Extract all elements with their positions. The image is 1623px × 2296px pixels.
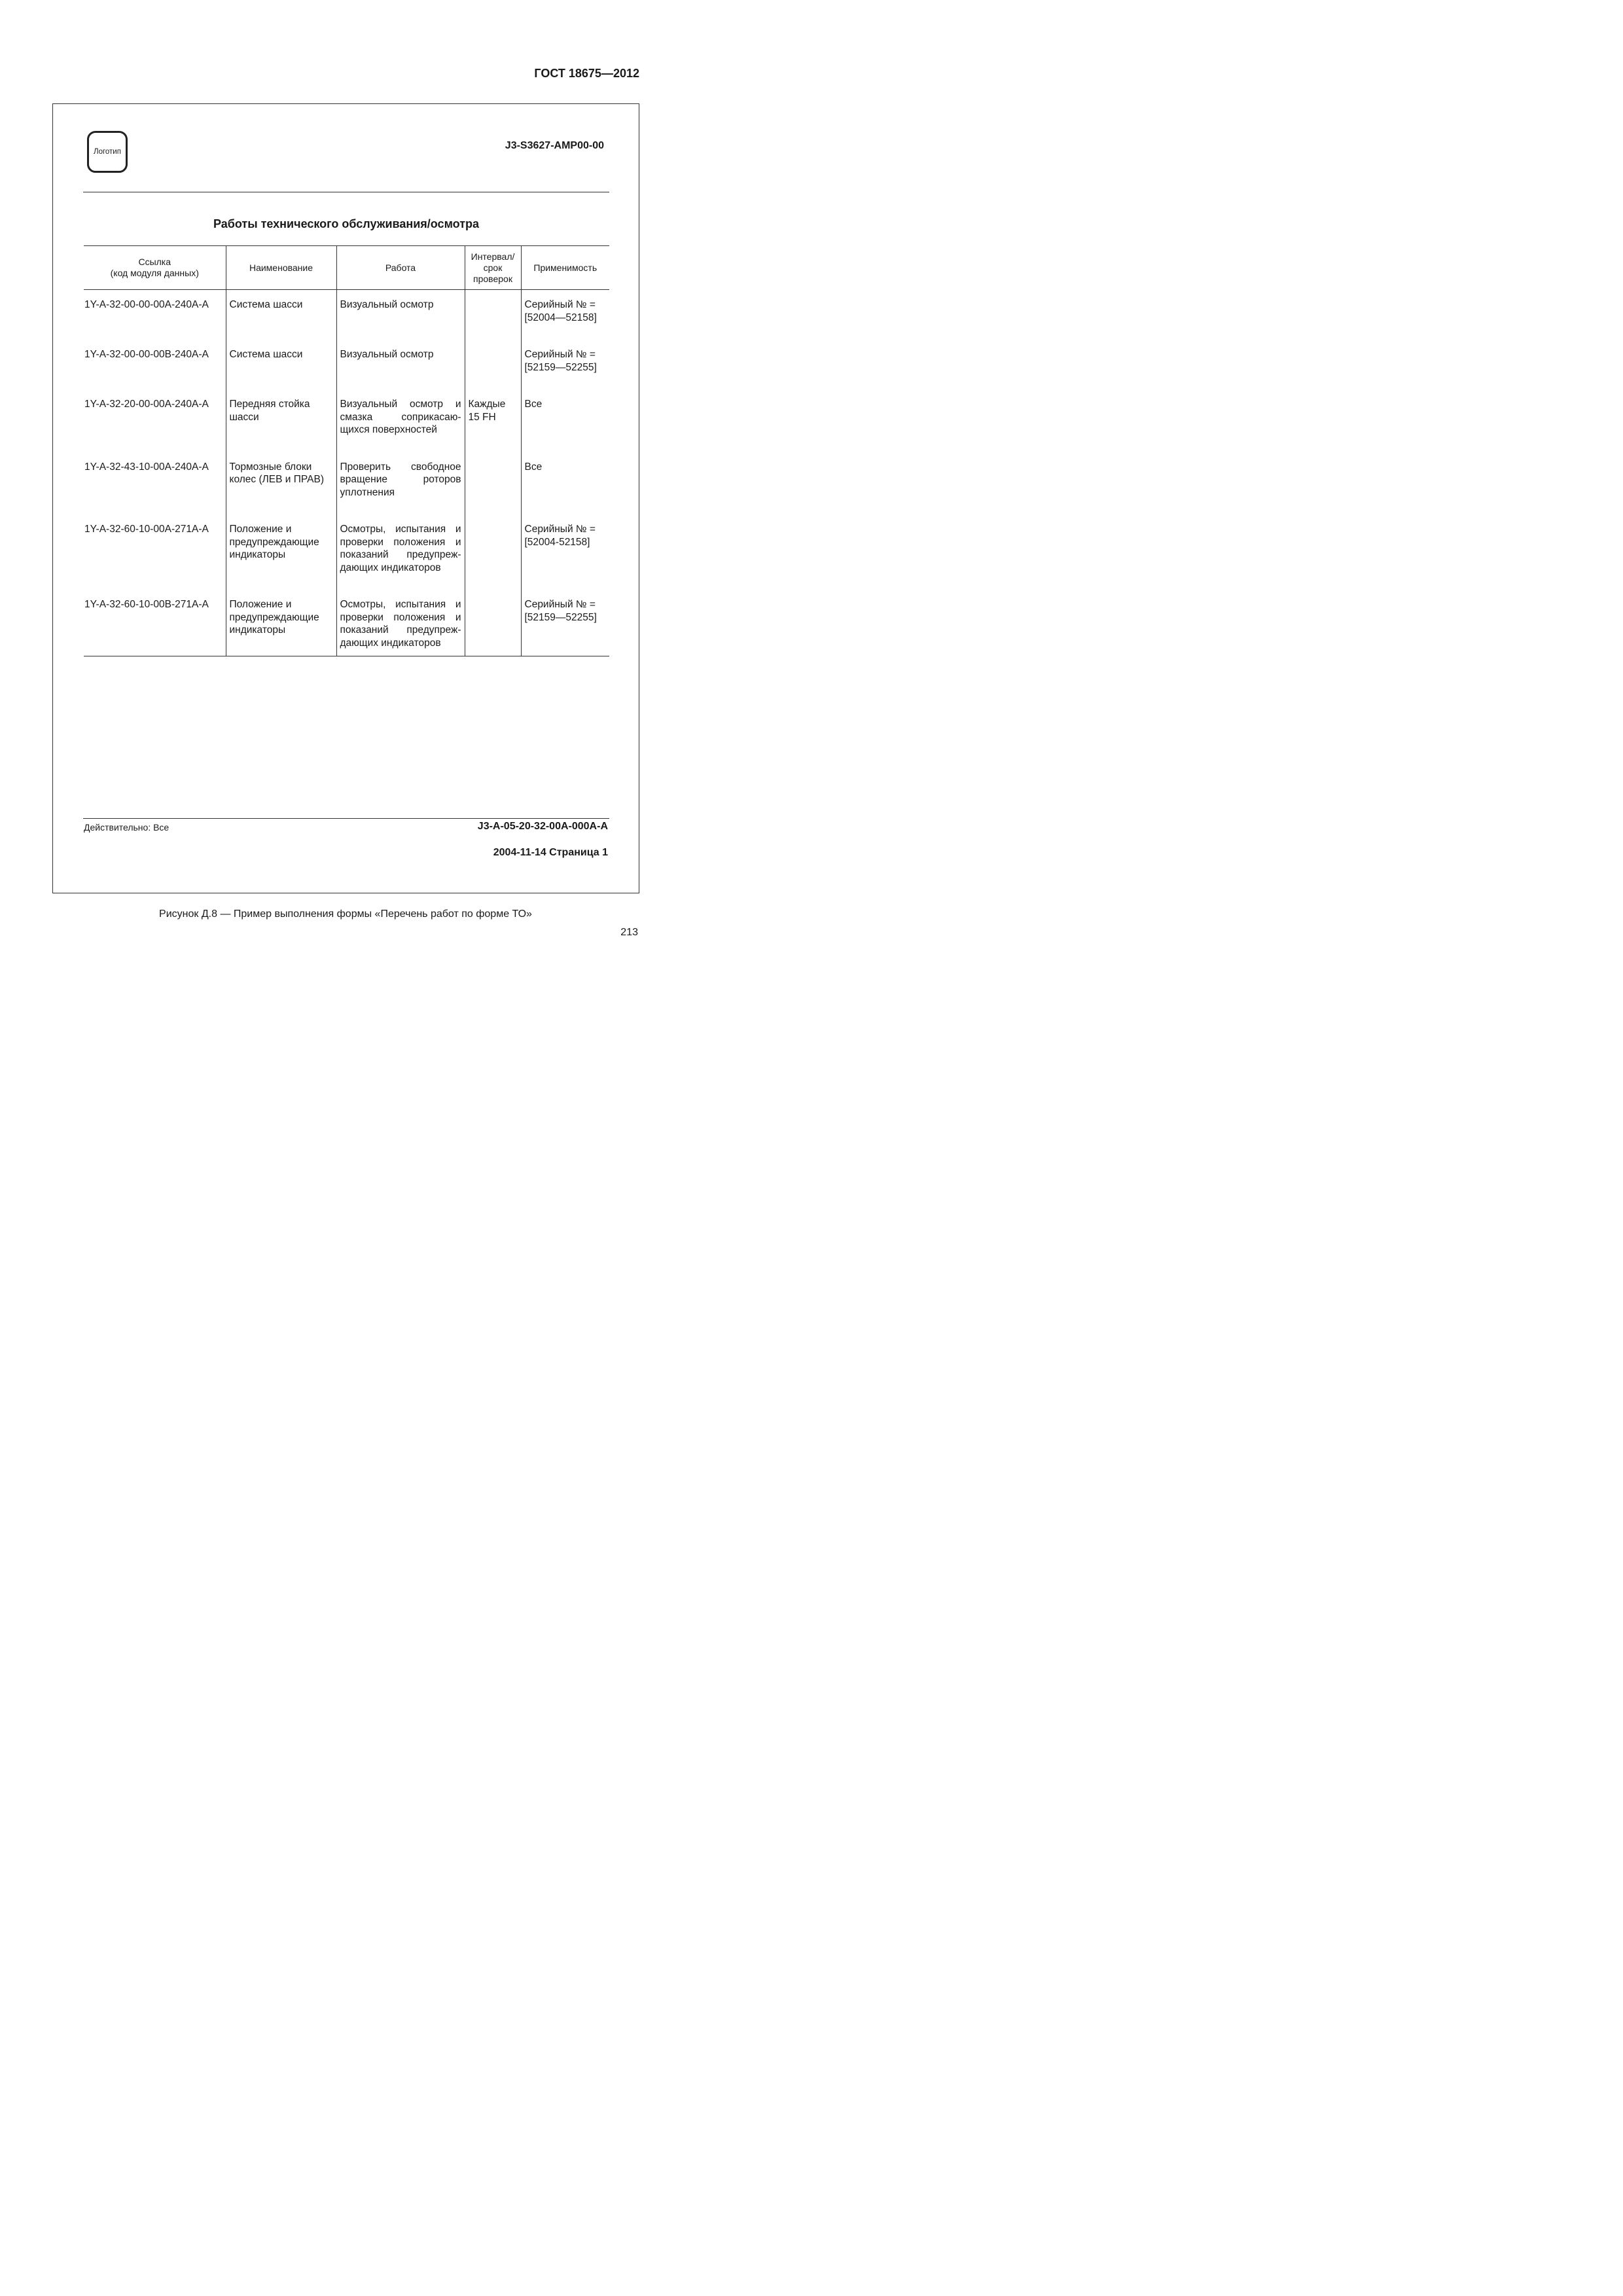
cell-name: Система шасси bbox=[226, 340, 336, 389]
cell-name: Передняя стойка шасси bbox=[226, 389, 336, 452]
data-module-code: J3-A-05-20-32-00A-000A-A bbox=[477, 821, 608, 832]
cell-work: Осмотры, испытания и проверки положения и показаний предупреж-дающих индикаторов bbox=[336, 514, 465, 590]
col-header-label: Наименование bbox=[249, 262, 313, 273]
cell-ref: 1Y-A-32-60-10-00B-271A-A bbox=[84, 590, 226, 656]
cell-ref: 1Y-A-32-60-10-00A-271A-A bbox=[84, 524, 209, 535]
cell-name: Система шасси bbox=[226, 290, 336, 340]
cell-ref: 1Y-A-32-00-00-00A-240A-A bbox=[84, 299, 209, 310]
col-header-ref bbox=[84, 246, 226, 290]
cell-ref: 1Y-A-32-20-00-00A-240A-A bbox=[84, 399, 209, 410]
col-header-label: Ссылка (код модуля данных) bbox=[110, 257, 199, 278]
logo-placeholder bbox=[87, 131, 128, 173]
cell-work: Визуальный осмотр bbox=[336, 290, 465, 340]
col-header-work bbox=[336, 246, 465, 290]
cell-work: Визуальный осмотр и смазка соприкасаю-щихся поверхностей bbox=[336, 389, 465, 452]
cell-interval bbox=[465, 290, 521, 340]
cell-applicability: Все bbox=[521, 452, 609, 515]
cell-name: Положение и предупреждающие индикаторы bbox=[226, 514, 336, 590]
cell-ref: 1Y-A-32-00-00-00B-240A-A bbox=[84, 349, 209, 360]
col-header-label: Работа bbox=[385, 262, 416, 273]
standard-header: ГОСТ 18675—2012 bbox=[534, 67, 639, 80]
form-title: Работы технического обслуживания/осмотра bbox=[213, 217, 480, 230]
col-header-label: Интервал/ срок проверок bbox=[471, 251, 515, 284]
col-header-interval bbox=[465, 246, 521, 290]
cell-interval bbox=[465, 340, 521, 389]
col-header-applicability bbox=[521, 246, 609, 290]
cell-name: Положение и предупреждающие индикаторы bbox=[226, 590, 336, 656]
cell-work: Проверить свободное вращение роторов уплотнения bbox=[336, 452, 465, 515]
figure-caption: Рисунок Д.8 — Пример выполнения формы «Перечень работ по форме ТО» bbox=[159, 908, 532, 920]
col-header-name bbox=[226, 246, 336, 290]
cell-ref: 1Y-A-32-43-10-00A-240A-A bbox=[84, 461, 209, 473]
maintenance-table bbox=[84, 245, 609, 656]
cell-name: Тормозные блоки колес (ЛЕВ и ПРАВ) bbox=[226, 452, 336, 515]
table-row bbox=[84, 290, 609, 340]
date-page-label: 2004-11-14 Страница 1 bbox=[493, 847, 608, 858]
document-code: J3-S3627-AMP00-00 bbox=[505, 140, 604, 151]
table-row bbox=[84, 340, 609, 389]
table-row bbox=[84, 590, 609, 656]
validity-note: Действительно: Все bbox=[84, 822, 169, 833]
cell-applicability: Серийный № = [52159—52255] bbox=[521, 340, 609, 389]
cell-applicability: Серийный № = [52159—52255] bbox=[521, 590, 609, 656]
cell-work: Визуальный осмотр bbox=[336, 340, 465, 389]
logo-text: Логотип bbox=[94, 148, 121, 156]
table-row bbox=[84, 389, 609, 452]
cell-interval bbox=[465, 452, 521, 515]
cell-interval bbox=[465, 514, 521, 590]
table-row bbox=[84, 452, 609, 515]
cell-applicability: Серийный № = [52004-52158] bbox=[521, 514, 609, 590]
cell-applicability: Серийный № = [52004—52158] bbox=[521, 290, 609, 340]
table-row bbox=[84, 514, 609, 590]
cell-interval: Каждые 15 FH bbox=[465, 389, 521, 452]
page-number: 213 bbox=[620, 927, 638, 938]
cell-work: Осмотры, испытания и проверки положения и показаний предупреж-дающих индикаторов bbox=[336, 590, 465, 656]
cell-applicability: Все bbox=[521, 389, 609, 452]
footer-divider bbox=[83, 818, 609, 819]
table-header-row bbox=[84, 246, 609, 290]
cell-interval bbox=[465, 590, 521, 656]
col-header-label: Применимость bbox=[533, 262, 597, 273]
